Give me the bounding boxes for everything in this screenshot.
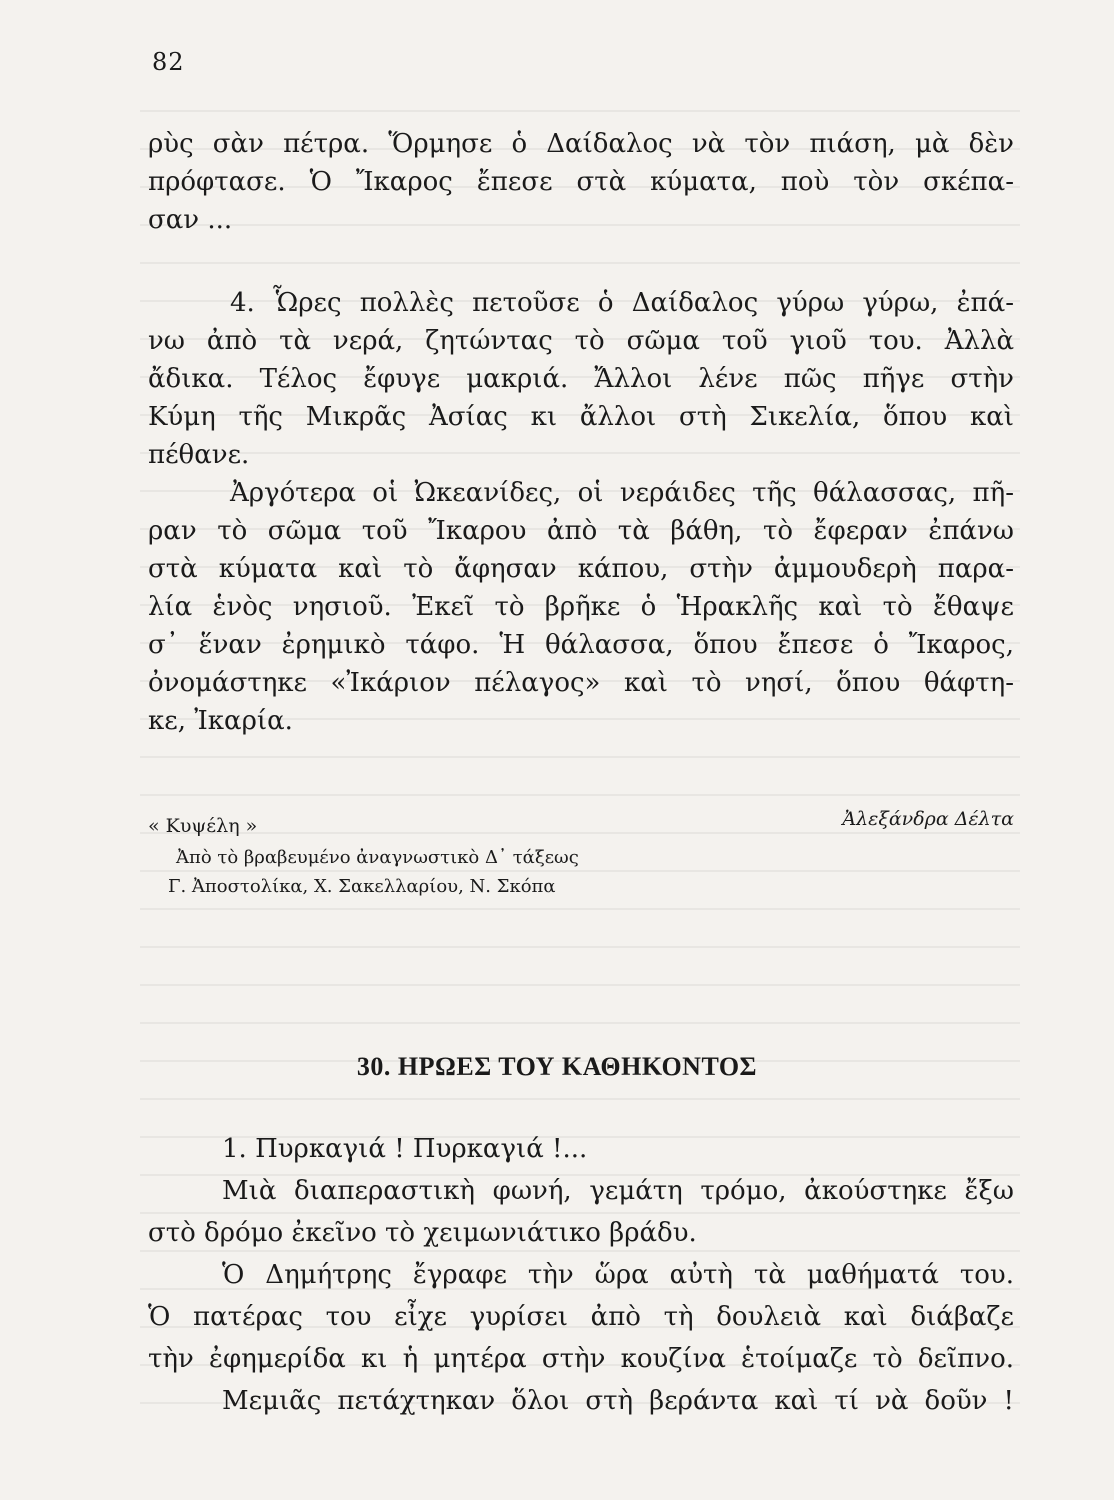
section-title: 30. ΗΡΩΕΣ ΤΟΥ ΚΑΘΗΚΟΝΤΟΣ <box>356 1052 758 1081</box>
text-line: ἄδικα. Τέλος ἔφυγε μακριά. Ἄλλοι λένε πῶς πῆγε στὴν <box>148 364 1014 394</box>
text-line: Ὁ Δημήτρης ἔγραφε τὴν ὥρα αὐτὴ τὰ μαθήματά του. <box>222 1260 1014 1290</box>
text-line: πέθανε. <box>148 440 250 470</box>
text-line: κε, Ἰκαρία. <box>148 706 293 736</box>
text-line: ὀνομάστηκε «Ἰκάριον πέλαγος» καὶ τὸ νησί, ὅπου θάφτη- <box>148 668 1014 698</box>
text-line: στὸ δρόμο ἐκεῖνο τὸ χειμωνιάτικο βράδυ. <box>148 1218 697 1248</box>
text-line: σαν ... <box>148 205 233 235</box>
source-credit: « Κυψέλη » <box>148 815 258 837</box>
text-line: λία ἑνὸς νησιοῦ. Ἐκεῖ τὸ βρῆκε ὁ Ἡρακλῆς καὶ τὸ ἔθαψε <box>148 592 1014 622</box>
text-line: νω ἀπὸ τὰ νερά, ζητώντας τὸ σῶμα τοῦ γιοῦ του. Ἀλλὰ <box>148 326 1014 356</box>
text-line: τὴν ἐφημερίδα κι ἡ μητέρα στὴν κουζίνα ἑτοίμαζε τὸ δεῖπνο. <box>148 1344 1014 1374</box>
text-line: στὰ κύματα καὶ τὸ ἄφησαν κάπου, στὴν ἀμμουδερὴ παρα- <box>148 554 1014 584</box>
text-line: σ᾿ ἕναν ἐρημικὸ τάφο. Ἡ θάλασσα, ὅπου ἔπεσε ὁ Ἴκαρος, <box>148 630 1014 660</box>
book-authors-line: Γ. Ἀποστολίκα, Χ. Σακελλαρίου, Ν. Σκόπα <box>168 876 556 897</box>
author-credit: Ἀλεξάνδρα Δέλτα <box>842 808 1014 830</box>
text-line: Ἀργότερα οἱ Ὠκεανίδες, οἱ νεράιδες τῆς θάλασσας, πῆ- <box>230 478 1014 508</box>
text-line: πρόφτασε. Ὁ Ἴκαρος ἔπεσε στὰ κύματα, ποὺ τὸν σκέπα- <box>148 167 1014 197</box>
text-line: 4. Ὧρες πολλὲς πετοῦσε ὁ Δαίδαλος γύρω γύρω, ἐπά- <box>230 288 1014 318</box>
text-line: Ὁ πατέρας του εἶχε γυρίσει ἀπὸ τὴ δουλειὰ καὶ διάβαζε <box>148 1302 1014 1332</box>
page-number: 82 <box>152 48 185 76</box>
text-line: Μεμιᾶς πετάχτηκαν ὅλοι στὴ βεράντα καὶ τί νὰ δοῦν ! <box>222 1386 1014 1416</box>
book-credit-line: Ἀπὸ τὸ βραβευμένο ἀναγνωστικὸ Δ᾿ τάξεως <box>176 847 579 868</box>
text-line: Κύμη τῆς Μικρᾶς Ἀσίας κι ἄλλοι στὴ Σικελία, ὅπου καὶ <box>148 402 1014 432</box>
text-line: 1. Πυρκαγιά ! Πυρκαγιά !... <box>222 1134 588 1164</box>
text-line: Μιὰ διαπεραστικὴ φωνή, γεμάτη τρόμο, ἀκούστηκε ἔξω <box>222 1176 1014 1206</box>
text-line: ρὺς σὰν πέτρα. Ὅρμησε ὁ Δαίδαλος νὰ τὸν πιάση, μὰ δὲν <box>148 129 1014 159</box>
text-line: ραν τὸ σῶμα τοῦ Ἴκαρου ἀπὸ τὰ βάθη, τὸ ἔφεραν ἐπάνω <box>148 516 1014 546</box>
